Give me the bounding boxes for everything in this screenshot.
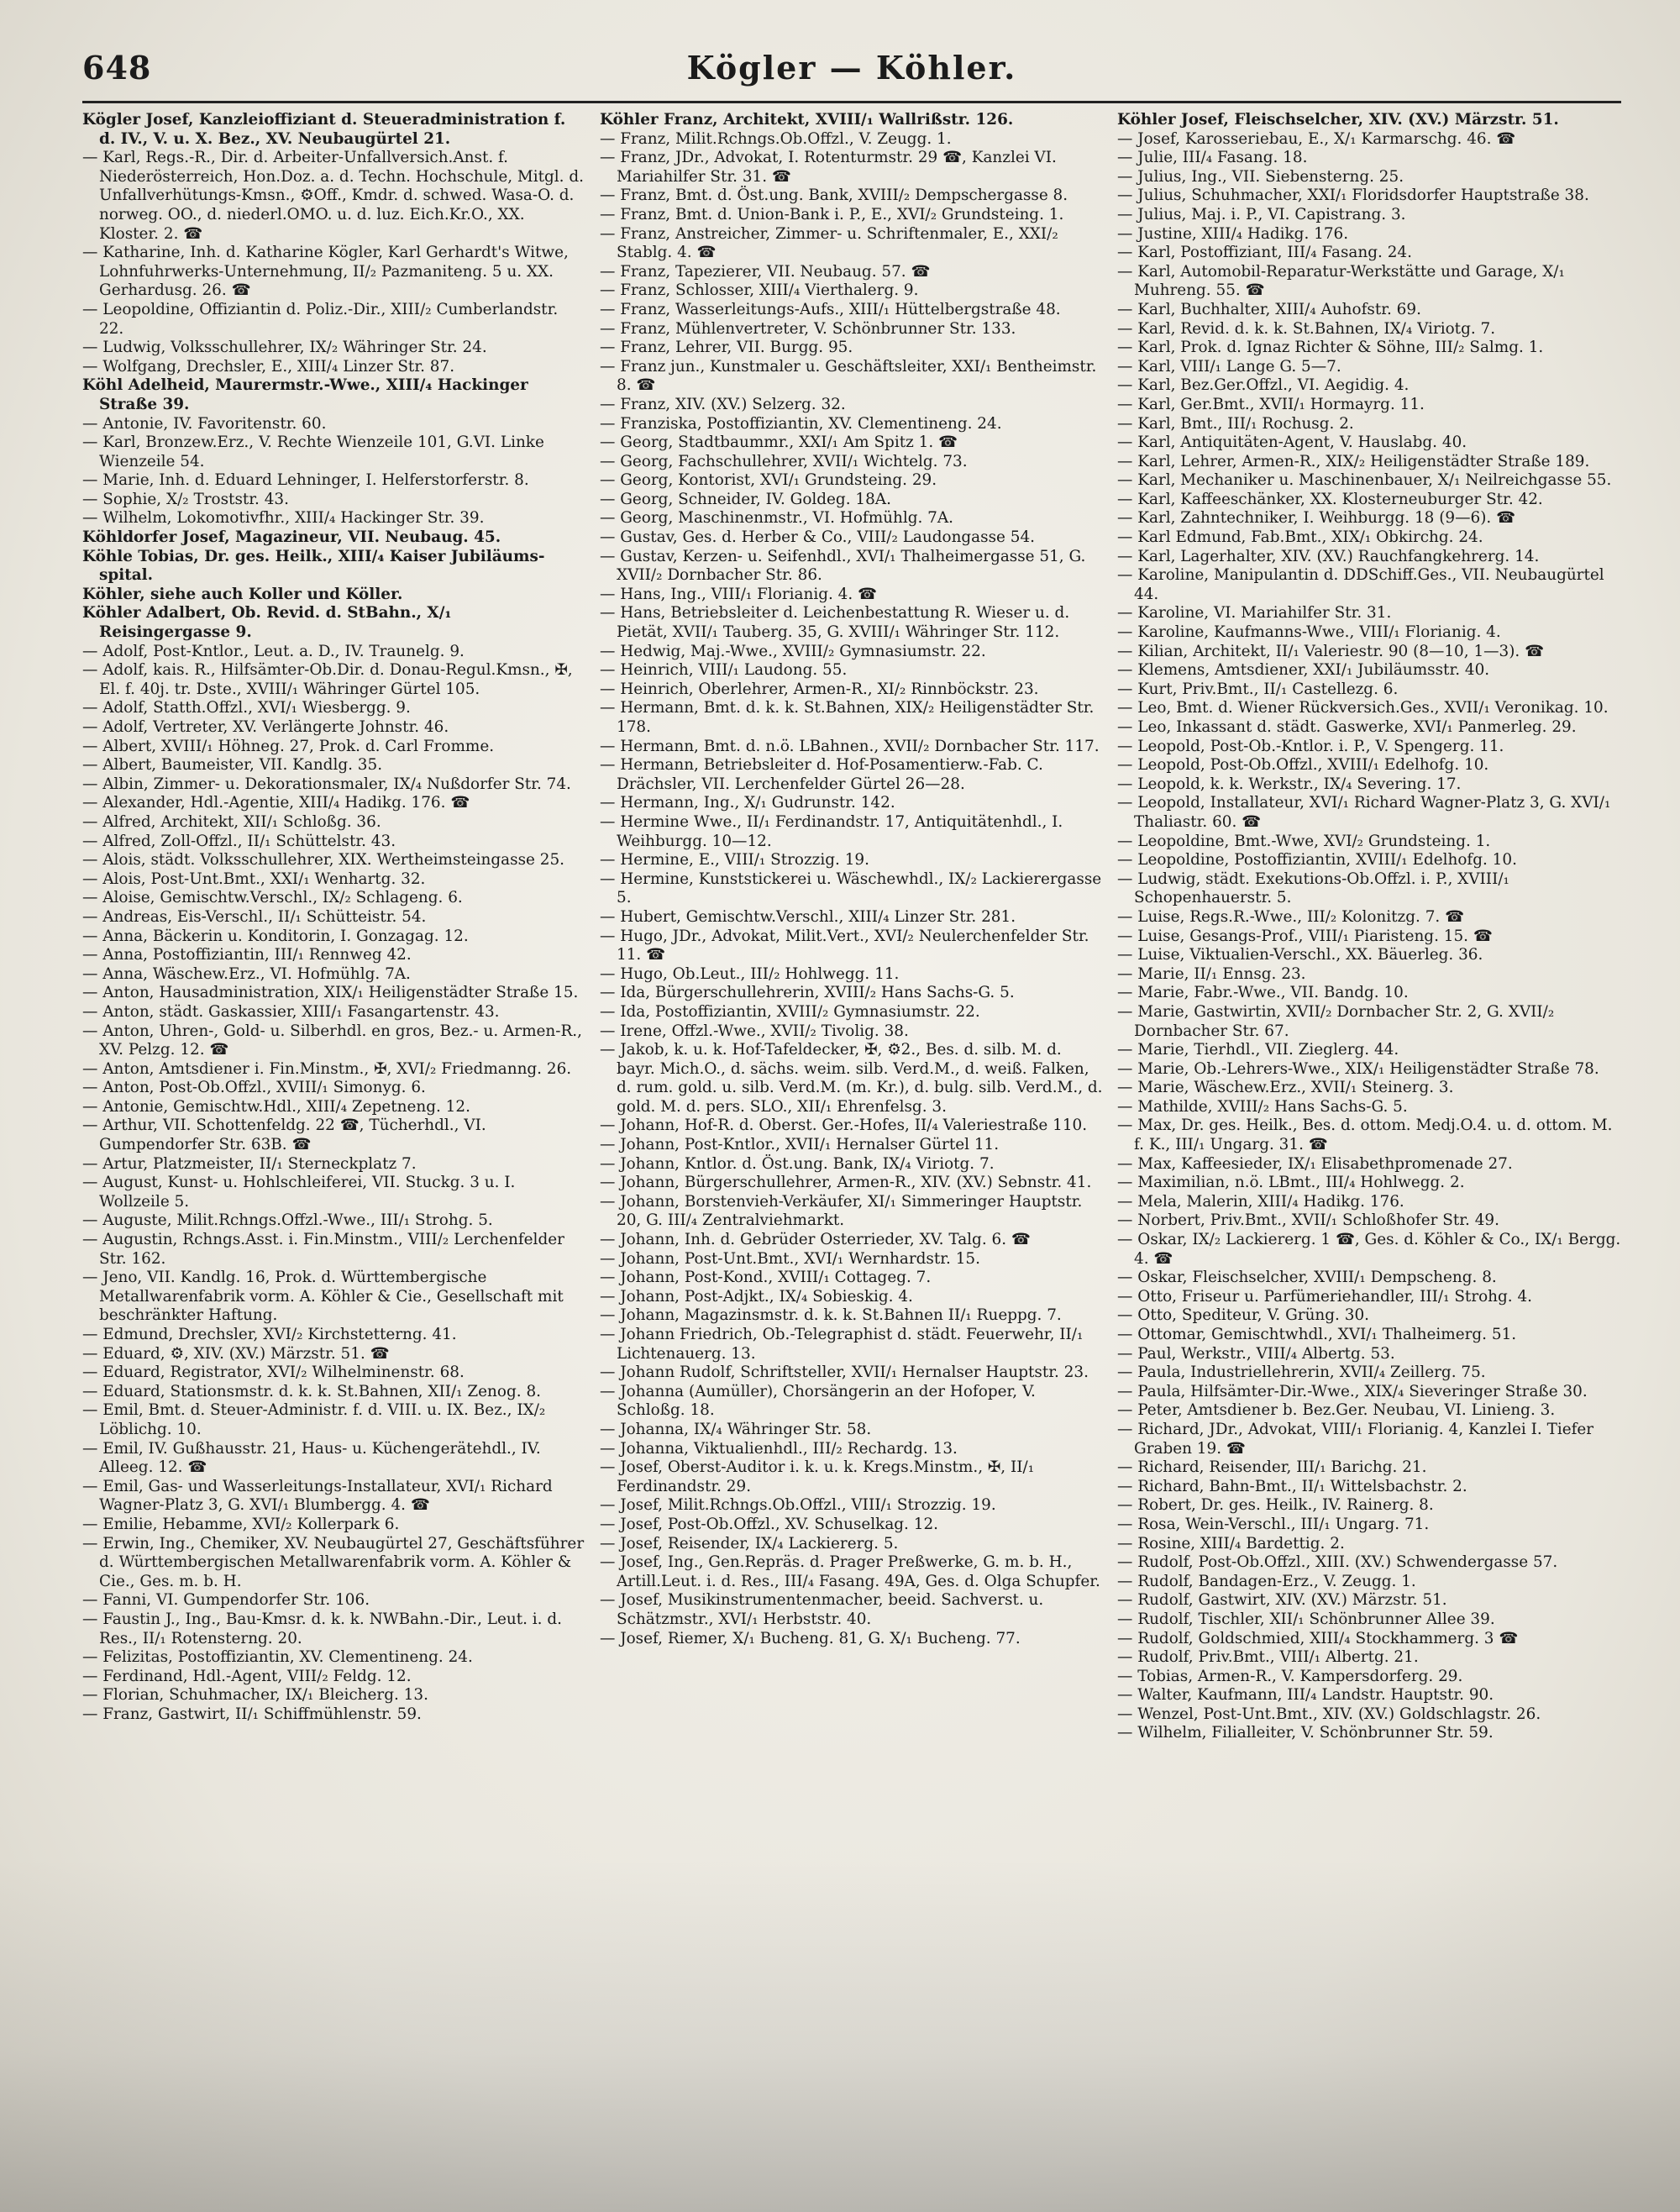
- directory-entry: — Leopoldine, Offiziantin d. Poliz.-Dir., XIII/₂ Cumberlandstr. 22.: [82, 300, 559, 338]
- directory-entry: — Franz, Anstreicher, Zimmer- u. Schriftenmaler, E., XXI/₂ Stablg. 4. ☎: [600, 224, 1058, 262]
- directory-entry: — Hans, Betriebsleiter d. Leichenbestattung R. Wieser u. d. Pietät, XVII/₁ Tauberg. 35, G. XVIII/₁ Währinger Str. 112.: [600, 604, 1070, 642]
- directory-entry: — Josef, Post-Ob.Offzl., XV. Schuselkag. 12.: [600, 1515, 938, 1533]
- header-rule: [82, 101, 1621, 103]
- directory-entry: — Antonie, Gemischtw.Hdl., XIII/₄ Zepetneng. 12.: [82, 1097, 470, 1116]
- directory-entry: — Karl, Revid. d. k. k. St.Bahnen, IX/₄ Viriotg. 7.: [1117, 319, 1496, 338]
- directory-entry: — Johann, Post-Kond., XVIII/₁ Cottageg. 7.: [600, 1269, 932, 1287]
- directory-entry: — Hermine, Kunststickerei u. Wäschewhdl., IX/₂ Lackierergasse 5.: [600, 870, 1102, 907]
- directory-entry: — Leopold, Post-Ob.Offzl., XVIII/₁ Edelhofg. 10.: [1117, 756, 1489, 775]
- directory-entry: — Franz, Milit.Rchngs.Ob.Offzl., V. Zeugg. 1.: [600, 129, 952, 148]
- directory-entry: Kögler Josef, Kanzleioffiziant d. Steueradministration f. d. IV., V. u. X. Bez., XV. Neubaugürtel 21.: [82, 111, 566, 148]
- column-3: [1117, 111, 1621, 2186]
- directory-entry: — Josef, Milit.Rchngs.Ob.Offzl., VIII/₁ Strozzig. 19.: [600, 1496, 996, 1515]
- directory-entry: Köhle Tobias, Dr. ges. Heilk., XIII/₄ Kaiser Jubiläums-spital.: [82, 547, 545, 585]
- directory-entry: — Julius, Maj. i. P., VI. Capistrang. 3.: [1117, 205, 1406, 223]
- directory-entry: — Johanna (Aumüller), Chorsängerin an der Hofoper, V. Schloßg. 18.: [600, 1382, 1036, 1420]
- directory-entry: — Marie, Ob.-Lehrers-Wwe., XIX/₁ Heiligenstädter Straße 78.: [1117, 1059, 1599, 1078]
- directory-entry: — Franz, Schlosser, XIII/₄ Vierthalerg. 9.: [600, 281, 919, 300]
- directory-entry: — Faustin J., Ing., Bau-Kmsr. d. k. k. NWBahn.-Dir., Leut. i. d. Res., II/₁ Rotensterng. 20.: [82, 1610, 562, 1647]
- directory-entry: — Adolf, Vertreter, XV. Verlängerte Johnstr. 46.: [82, 718, 449, 736]
- directory-entry: — Johanna, Viktualienhdl., III/₂ Rechardg. 13.: [600, 1439, 958, 1458]
- column-1: [82, 111, 586, 2186]
- directory-entry: — Adolf, Post-Kntlor., Leut. a. D., IV. Traunelg. 9.: [82, 642, 465, 660]
- directory-entry: — Leopold, Installateur, XVI/₁ Richard Wagner-Platz 3, G. XVI/₁ Thaliastr. 60. ☎: [1117, 794, 1611, 831]
- directory-entry: — Hugo, Ob.Leut., III/₂ Hohlwegg. 11.: [600, 964, 900, 983]
- directory-entry: — Rudolf, Goldschmied, XIII/₄ Stockhammerg. 3 ☎: [1117, 1629, 1519, 1647]
- directory-entry: — Anton, Amtsdiener i. Fin.Minstm., ✠, XVI/₂ Friedmanng. 26.: [82, 1059, 572, 1078]
- directory-entry: — Johann, Magazinsmstr. d. k. k. St.Bahnen II/₁ Rueppg. 7.: [600, 1306, 1062, 1325]
- directory-entry: — Richard, JDr., Advokat, VIII/₁ Florianig. 4, Kanzlei I. Tiefer Graben 19. ☎: [1117, 1420, 1594, 1458]
- directory-entry: Köhler Josef, Fleischselcher, XIV. (XV.) Märzstr. 51.: [1117, 111, 1559, 129]
- directory-entry: — Karoline, Manipulantin d. DDSchiff.Ges., VII. Neubaugürtel 44.: [1117, 566, 1604, 603]
- directory-entry: — Leopoldine, Bmt.-Wwe, XVI/₂ Grundsteing. 1.: [1117, 832, 1491, 850]
- directory-entry: — Wolfgang, Drechsler, E., XIII/₄ Linzer Str. 87.: [82, 357, 455, 376]
- directory-entry: — Hermine, E., VIII/₁ Strozzig. 19.: [600, 851, 869, 870]
- directory-entry: — Max, Kaffeesieder, IX/₁ Elisabethpromenade 27.: [1117, 1154, 1513, 1173]
- directory-entry: — Johanna, IX/₄ Währinger Str. 58.: [600, 1420, 872, 1438]
- directory-entry: — Hermann, Bmt. d. k. k. St.Bahnen, XIX/₂ Heiligenstädter Str. 178.: [600, 699, 1095, 736]
- directory-entry: — Arthur, VII. Schottenfeldg. 22 ☎, Tücherhdl., VI. Gumpendorfer Str. 63B. ☎: [82, 1117, 486, 1154]
- directory-entry: — Heinrich, Oberlehrer, Armen-R., XI/₂ Rinnböckstr. 23.: [600, 680, 1039, 698]
- directory-entry: — Franz, Lehrer, VII. Burgg. 95.: [600, 339, 853, 357]
- directory-entry: — Felizitas, Postoffiziantin, XV. Clementineng. 24.: [82, 1648, 473, 1667]
- directory-entry: — Franz, JDr., Advokat, I. Rotenturmstr. 29 ☎, Kanzlei VI. Mariahilfer Str. 31. ☎: [600, 149, 1057, 186]
- directory-entry: — Sophie, X/₂ Troststr. 43.: [82, 490, 289, 508]
- directory-entry: — Paula, Hilfsämter-Dir.-Wwe., XIX/₄ Sieveringer Straße 30.: [1117, 1382, 1588, 1400]
- directory-entry: — Leopold, Post-Ob.-Kntlor. i. P., V. Spengerg. 11.: [1117, 737, 1504, 755]
- directory-entry: — Rudolf, Post-Ob.Offzl., XIII. (XV.) Schwendergasse 57.: [1117, 1553, 1558, 1572]
- directory-entry: — Alois, Post-Unt.Bmt., XXI/₁ Wenhartg. 32.: [82, 870, 426, 888]
- directory-entry: — Karl, Antiquitäten-Agent, V. Hauslabg. 40.: [1117, 433, 1467, 452]
- directory-entry: — Walter, Kaufmann, III/₄ Landstr. Hauptstr. 90.: [1117, 1686, 1494, 1705]
- directory-entry: — Rudolf, Gastwirt, XIV. (XV.) Märzstr. 51.: [1117, 1591, 1447, 1610]
- directory-entry: — Ida, Bürgerschullehrerin, XVIII/₂ Hans Sachs-G. 5.: [600, 984, 1015, 1002]
- directory-entry: — Rosine, XIII/₄ Bardettig. 2.: [1117, 1534, 1345, 1553]
- directory-entry: — Rosa, Wein-Verschl., III/₁ Ungarg. 71.: [1117, 1515, 1430, 1533]
- directory-entry: — Irene, Offzl.-Wwe., XVII/₂ Tivolig. 38.: [600, 1022, 909, 1040]
- directory-entry: — Rudolf, Tischler, XII/₁ Schönbrunner Allee 39.: [1117, 1610, 1495, 1628]
- directory-entry: — Karl, Bronzew.Erz., V. Rechte Wienzeile 101, G.VI. Linke Wienzeile 54.: [82, 433, 544, 470]
- directory-entry: — Maximilian, n.ö. LBmt., III/₄ Hohlwegg. 2.: [1117, 1174, 1465, 1192]
- directory-entry: — Fanni, VI. Gumpendorfer Str. 106.: [82, 1591, 370, 1610]
- directory-entry: — Andreas, Eis-Verschl., II/₁ Schütteistr. 54.: [82, 907, 427, 926]
- directory-entry: — Mela, Malerin, XIII/₄ Hadikg. 176.: [1117, 1192, 1404, 1211]
- directory-entry: — Auguste, Milit.Rchngs.Offzl.-Wwe., III/₁ Strohg. 5.: [82, 1211, 493, 1230]
- directory-entry: — Katharine, Inh. d. Katharine Kögler, Karl Gerhardt's Witwe, Lohnfuhrwerks-Unternehmung, II/₂ Pazmaniteng. 5 u. XX. Gerhardusg. 26. ☎: [82, 244, 569, 300]
- directory-entry: — Marie, Fabr.-Wwe., VII. Bandg. 10.: [1117, 984, 1409, 1002]
- directory-entry: — Anton, Post-Ob.Offzl., XVIII/₁ Simonyg. 6.: [82, 1079, 426, 1097]
- directory-entry: — Franz, Bmt. d. Union-Bank i. P., E., XVI/₂ Grundsteing. 1.: [600, 205, 1064, 223]
- directory-entry: — Ottomar, Gemischtwhdl., XVI/₁ Thalheimerg. 51.: [1117, 1326, 1517, 1343]
- directory-entry: — Hermine Wwe., II/₁ Ferdinandstr. 17, Antiquitätenhdl., I. Weihburgg. 10—12.: [600, 812, 1063, 850]
- directory-entry: — Emilie, Hebamme, XVI/₂ Kollerpark 6.: [82, 1515, 400, 1533]
- directory-entry: — Adolf, Statth.Offzl., XVI/₁ Wiesbergg. 9.: [82, 699, 411, 717]
- column-2: [600, 111, 1104, 2186]
- directory-entry: — Marie, II/₁ Ennsg. 23.: [1117, 964, 1306, 983]
- running-head: Kögler — Köhler.: [686, 49, 1017, 87]
- directory-entry: — Wenzel, Post-Unt.Bmt., XIV. (XV.) Goldschlagstr. 26.: [1117, 1705, 1541, 1723]
- directory-entry: — Johann, Post-Kntlor., XVII/₁ Hernalser Gürtel 11.: [600, 1136, 1000, 1154]
- directory-entry: — Ludwig, städt. Exekutions-Ob.Offzl. i. P., XVIII/₁ Schopenhauerstr. 5.: [1117, 870, 1509, 907]
- directory-entry: — Franz, Bmt. d. Öst.ung. Bank, XVIII/₂ Dempschergasse 8.: [600, 187, 1068, 205]
- directory-entry: — Rudolf, Bandagen-Erz., V. Zeugg. 1.: [1117, 1572, 1416, 1590]
- directory-entry: — Georg, Kontorist, XVI/₁ Grundsteing. 29.: [600, 471, 937, 490]
- directory-entry: — Karl, Bez.Ger.Offzl., VI. Aegidig. 4.: [1117, 376, 1410, 395]
- directory-entry: — Marie, Gastwirtin, XVII/₂ Dornbacher Str. 2, G. XVII/₂ Dornbacher Str. 67.: [1117, 1002, 1555, 1040]
- directory-entry: — Alois, städt. Volksschullehrer, XIX. Wertheimsteingasse 25.: [82, 851, 564, 870]
- directory-entry: — Josef, Riemer, X/₁ Bucheng. 81, G. X/₁ Bucheng. 77.: [600, 1629, 1021, 1647]
- directory-entry: Köhler Adalbert, Ob. Revid. d. StBahn., X/₁ Reisingergasse 9.: [82, 604, 452, 642]
- directory-entry: — Karoline, VI. Mariahilfer Str. 31.: [1117, 604, 1392, 623]
- directory-entry: — Johann, Kntlor. d. Öst.ung. Bank, IX/₄ Viriotg. 7.: [600, 1154, 995, 1173]
- directory-entry: — Kilian, Architekt, II/₁ Valeriestr. 90 (8—10, 1—3). ☎: [1117, 642, 1545, 660]
- directory-entry: — Anton, Uhren-, Gold- u. Silberhdl. en gros, Bez.- u. Armen-R., XV. Pelzg. 12. ☎: [82, 1022, 583, 1059]
- directory-entry: — Anna, Postoffiziantin, III/₁ Rennweg 42.: [82, 946, 412, 964]
- directory-entry: — Justine, XIII/₄ Hadikg. 176.: [1117, 224, 1349, 243]
- directory-entry: — Karl, Kaffeeschänker, XX. Klosterneuburger Str. 42.: [1117, 490, 1543, 508]
- directory-entry: — Franz, XIV. (XV.) Selzerg. 32.: [600, 395, 846, 413]
- directory-entry: — Leopold, k. k. Werkstr., IX/₄ Severing. 17.: [1117, 775, 1462, 793]
- directory-entry: — Florian, Schuhmacher, IX/₁ Bleicherg. 13.: [82, 1686, 428, 1705]
- directory-entry: — Ida, Postoffiziantin, XVIII/₂ Gymnasiumstr. 22.: [600, 1002, 980, 1021]
- directory-entry: — Karoline, Kaufmanns-Wwe., VIII/₁ Florianig. 4.: [1117, 623, 1501, 642]
- directory-entry: — Leo, Bmt. d. Wiener Rückversich.Ges., XVII/₁ Veronikag. 10.: [1117, 699, 1609, 717]
- directory-entry: — Marie, Inh. d. Eduard Lehninger, I. Helferstorferstr. 8.: [82, 471, 529, 490]
- directory-entry: — Paula, Industriellehrerin, XVII/₄ Zeillerg. 75.: [1117, 1363, 1486, 1382]
- directory-entry: — Antonie, IV. Favoritenstr. 60.: [82, 414, 327, 433]
- directory-entry: — Johann, Bürgerschullehrer, Armen-R., XIV. (XV.) Sebnstr. 41.: [600, 1174, 1092, 1192]
- directory-entry: — Karl, Postoffiziant, III/₄ Fasang. 24.: [1117, 244, 1412, 262]
- directory-entry: — Johann, Post-Adjkt., IX/₄ Sobieskig. 4.: [600, 1287, 913, 1306]
- directory-entry: — Artur, Platzmeister, II/₁ Sterneckplatz 7.: [82, 1154, 417, 1173]
- directory-entry: Köhler Franz, Architekt, XVIII/₁ Wallrißstr. 126.: [600, 111, 1014, 129]
- directory-entry: — Karl, Lagerhalter, XIV. (XV.) Rauchfangkehrerg. 14.: [1117, 547, 1540, 565]
- directory-entry: — Georg, Fachschullehrer, XVII/₁ Wichtelg. 73.: [600, 452, 968, 470]
- directory-entry: Köhler, siehe auch Koller und Köller.: [82, 585, 403, 603]
- directory-entry: — Franz, Wasserleitungs-Aufs., XIII/₁ Hüttelbergstraße 48.: [600, 300, 1061, 318]
- directory-entry: — Gustav, Ges. d. Herber & Co., VIII/₂ Laudongasse 54.: [600, 528, 1035, 547]
- directory-entry: — Wilhelm, Filialleiter, V. Schönbrunner Str. 59.: [1117, 1724, 1494, 1742]
- directory-entry: — Karl, VIII/₁ Lange G. 5—7.: [1117, 357, 1341, 376]
- directory-entry: — Johann Friedrich, Ob.-Telegraphist d. städt. Feuerwehr, II/₁ Lichtenauerg. 13.: [600, 1326, 1084, 1363]
- directory-entry: — Edmund, Drechsler, XVI/₂ Kirchstetterng. 41.: [82, 1326, 457, 1343]
- directory-entry: — Albin, Zimmer- u. Dekorationsmaler, IX/₄ Nußdorfer Str. 74.: [82, 775, 571, 793]
- directory-entry: — Peter, Amtsdiener b. Bez.Ger. Neubau, VI. Linieng. 3.: [1117, 1401, 1556, 1420]
- directory-entry: — Hugo, JDr., Advokat, Milit.Vert., XVI/₂ Neulerchenfelder Str. 11. ☎: [600, 927, 1089, 964]
- directory-entry: — Hans, Ing., VIII/₁ Florianig. 4. ☎: [600, 585, 877, 603]
- page-number: 648: [82, 49, 152, 87]
- directory-entry: — Hermann, Ing., X/₁ Gudrunstr. 142.: [600, 794, 895, 812]
- directory-entry: — Otto, Friseur u. Parfümeriehandler, III/₁ Strohg. 4.: [1117, 1287, 1533, 1306]
- directory-entry: — Rudolf, Priv.Bmt., VIII/₁ Albertg. 21.: [1117, 1648, 1419, 1667]
- directory-entry: — Eduard, Stationsmstr. d. k. k. St.Bahnen, XII/₁ Zenog. 8.: [82, 1382, 541, 1400]
- directory-entry: — Eduard, ⚙, XIV. (XV.) Märzstr. 51. ☎: [82, 1344, 390, 1363]
- directory-entry: — Josef, Karosseriebau, E., X/₁ Karmarschg. 46. ☎: [1117, 129, 1516, 148]
- directory-entry: — Alfred, Architekt, XII/₁ Schloßg. 36.: [82, 812, 381, 831]
- directory-entry: — Karl, Lehrer, Armen-R., XIX/₂ Heiligenstädter Straße 189.: [1117, 452, 1590, 470]
- directory-entry: — Luise, Viktualien-Verschl., XX. Bäuerleg. 36.: [1117, 946, 1483, 964]
- directory-entry: — Emil, IV. Gußhausstr. 21, Haus- u. Küchengerätehdl., IV. Alleeg. 12. ☎: [82, 1439, 541, 1477]
- directory-entry: — Johann, Post-Unt.Bmt., XVI/₁ Wernhardstr. 15.: [600, 1249, 980, 1268]
- directory-entry: — Emil, Gas- und Wasserleitungs-Installateur, XVI/₁ Richard Wagner-Platz 3, G. XVI/₁ Blumbergg. 4. ☎: [82, 1477, 553, 1515]
- directory-entry: — Karl, Automobil-Reparatur-Werkstätte und Garage, X/₁ Muhreng. 55. ☎: [1117, 262, 1565, 300]
- directory-entry: — Karl Edmund, Fab.Bmt., XIX/₁ Obkirchg. 24.: [1117, 528, 1483, 547]
- directory-entry: — Marie, Tierhdl., VII. Zieglerg. 44.: [1117, 1041, 1399, 1059]
- directory-entry: — Max, Dr. ges. Heilk., Bes. d. ottom. Medj.O.4. u. d. ottom. M. f. K., III/₁ Ungarg. 31. ☎: [1117, 1117, 1613, 1154]
- directory-entry: — Oskar, IX/₂ Lackiererg. 1 ☎, Ges. d. Köhler & Co., IX/₁ Bergg. 4. ☎: [1117, 1231, 1621, 1268]
- directory-entry: — Georg, Maschinenmstr., VI. Hofmühlg. 7A.: [600, 509, 953, 528]
- directory-entry: — Richard, Reisender, III/₁ Barichg. 21.: [1117, 1458, 1427, 1477]
- directory-entry: — Karl, Zahntechniker, I. Weihburgg. 18 (9—6). ☎: [1117, 509, 1515, 528]
- directory-entry: — Franz, Tapezierer, VII. Neubaug. 57. ☎: [600, 262, 931, 281]
- directory-entry: — Paul, Werkstr., VIII/₄ Albertg. 53.: [1117, 1344, 1395, 1363]
- directory-entry: — Karl, Prok. d. Ignaz Richter & Söhne, III/₂ Salmg. 1.: [1117, 339, 1544, 357]
- directory-entry: — Hermann, Bmt. d. n.ö. LBahnen., XVII/₂ Dornbacher Str. 117.: [600, 737, 1100, 755]
- directory-entry: — Julius, Schuhmacher, XXI/₁ Floridsdorfer Hauptstraße 38.: [1117, 187, 1589, 205]
- directory-entry: — Anna, Bäckerin u. Konditorin, I. Gonzagag. 12.: [82, 927, 469, 945]
- directory-entry: — Johann, Inh. d. Gebrüder Osterrieder, XV. Talg. 6. ☎: [600, 1231, 1031, 1249]
- directory-entry: — Eduard, Registrator, XVI/₂ Wilhelminenstr. 68.: [82, 1363, 465, 1382]
- directory-entry: — Karl, Mechaniker u. Maschinenbauer, X/₁ Neilreichgasse 55.: [1117, 471, 1612, 490]
- directory-entry: — Otto, Spediteur, V. Grüng. 30.: [1117, 1306, 1369, 1325]
- directory-entry: — Karl, Regs.-R., Dir. d. Arbeiter-Unfallversich.Anst. f. Niederösterreich, Hon.Doz. a. d. Techn. Hochschule, Mitgl. d. Unfallverhütungs-Kmsn., ⚙Off., Kmdr. d. schwed. Wasa-O. d. norweg. OO., d. niederl.OMO. u. d. luz. Eich.Kr.O., XX. Kloster. 2. ☎: [82, 149, 584, 243]
- directory-entry: — Alfred, Zoll-Offzl., II/₁ Schüttelstr. 43.: [82, 832, 396, 850]
- directory-entry: — Wilhelm, Lokomotivfhr., XIII/₄ Hackinger Str. 39.: [82, 509, 485, 528]
- directory-entry: — Luise, Gesangs-Prof., VIII/₁ Piaristeng. 15. ☎: [1117, 927, 1493, 945]
- directory-entry: — Alexander, Hdl.-Agentie, XIII/₄ Hadikg. 176. ☎: [82, 794, 470, 812]
- directory-entry: — Marie, Wäschew.Erz., XVII/₁ Steinerg. 3.: [1117, 1079, 1454, 1097]
- directory-entry: — Emil, Bmt. d. Steuer-Administr. f. d. VIII. u. IX. Bez., IX/₂ Löblichg. 10.: [82, 1401, 546, 1438]
- directory-entry: — Julie, III/₄ Fasang. 18.: [1117, 149, 1308, 167]
- directory-columns: [82, 111, 1621, 2186]
- directory-entry: — Josef, Ing., Gen.Repräs. d. Prager Preßwerke, G. m. b. H., Artill.Leut. i. d. Res., III/₄ Fasang. 49A, Ges. d. Olga Schupfer.: [600, 1553, 1100, 1590]
- directory-entry: — Gustav, Kerzen- u. Seifenhdl., XVI/₁ Thalheimergasse 51, G. XVII/₂ Dornbacher Str. 86.: [600, 547, 1086, 585]
- directory-entry: — Hermann, Betriebsleiter d. Hof-Posamentierw.-Fab. C. Drächsler, VII. Lerchenfelder Gürtel 26—28.: [600, 756, 1043, 793]
- directory-entry: — Josef, Musikinstrumentenmacher, beeid. Sachverst. u. Schätzmstr., XVI/₁ Herbststr. 40.: [600, 1591, 1044, 1628]
- directory-entry: — Tobias, Armen-R., V. Kampersdorferg. 29.: [1117, 1667, 1463, 1685]
- directory-entry: — Luise, Regs.R.-Wwe., III/₂ Kolonitzg. 7. ☎: [1117, 907, 1464, 926]
- directory-entry: — Josef, Oberst-Auditor i. k. u. k. Kregs.Minstm., ✠, II/₁ Ferdinandstr. 29.: [600, 1458, 1035, 1495]
- directory-entry: — August, Kunst- u. Hohlschleiferei, VII. Stuckg. 3 u. I. Wollzeile 5.: [82, 1174, 516, 1211]
- directory-entry: — Kurt, Priv.Bmt., II/₁ Castellezg. 6.: [1117, 680, 1399, 698]
- directory-entry: — Johann Rudolf, Schriftsteller, XVII/₁ Hernalser Hauptstr. 23.: [600, 1363, 1089, 1382]
- directory-entry: — Richard, Bahn-Bmt., II/₁ Wittelsbachstr. 2.: [1117, 1477, 1467, 1495]
- directory-entry: — Erwin, Ing., Chemiker, XV. Neubaugürtel 27, Geschäftsführer d. Württembergischen Metallwarenfabrik vorm. A. Köhler & Cie., Ges. m. b. H.: [82, 1534, 585, 1590]
- directory-entry: — Julius, Ing., VII. Siebensterng. 25.: [1117, 167, 1404, 186]
- directory-entry: — Anton, städt. Gaskassier, XIII/₁ Fasangartenstr. 43.: [82, 1002, 500, 1021]
- directory-entry: — Karl, Buchhalter, XIII/₄ Auhofstr. 69.: [1117, 300, 1421, 318]
- directory-entry: — Adolf, kais. R., Hilfsämter-Ob.Dir. d. Donau-Regul.Kmsn., ✠, El. f. 40j. tr. Dste., XVIII/₁ Währinger Gürtel 105.: [82, 661, 573, 698]
- directory-entry: — Georg, Schneider, IV. Goldeg. 18A.: [600, 490, 891, 508]
- directory-entry: — Klemens, Amtsdiener, XXI/₁ Jubiläumsstr. 40.: [1117, 661, 1490, 680]
- directory-entry: — Leopoldine, Postoffiziantin, XVIII/₁ Edelhofg. 10.: [1117, 851, 1517, 870]
- directory-entry: — Norbert, Priv.Bmt., XVII/₁ Schloßhofer Str. 49.: [1117, 1211, 1499, 1230]
- directory-entry: — Franziska, Postoffiziantin, XV. Clementineng. 24.: [600, 414, 1002, 433]
- directory-entry: — Hubert, Gemischtw.Verschl., XIII/₄ Linzer Str. 281.: [600, 907, 1016, 926]
- page-header: [82, 49, 1621, 96]
- directory-entry: — Hedwig, Maj.-Wwe., XVIII/₂ Gymnasiumstr. 22.: [600, 642, 986, 660]
- directory-entry: — Karl, Ger.Bmt., XVII/₁ Hormayrg. 11.: [1117, 395, 1425, 413]
- directory-entry: — Johann, Hof-R. d. Oberst. Ger.-Hofes, II/₄ Valeriestraße 110.: [600, 1117, 1088, 1135]
- directory-entry: — Franz jun., Kunstmaler u. Geschäftsleiter, XXI/₁ Bentheimstr. 8. ☎: [600, 357, 1097, 395]
- directory-entry: — Robert, Dr. ges. Heilk., IV. Rainerg. 8.: [1117, 1496, 1434, 1515]
- directory-entry: — Jakob, k. u. k. Hof-Tafeldecker, ✠, ⚙2., Bes. d. silb. M. d. bayr. Mich.O., d. sächs. weim. silb. Verd.M., d. weiß. Falken, d. rum. gold. u. silb. Verd.M. (m. Kr.), d. bulg. silb. Verd.M., d. gold. M. d. pers. SLO., XII/₁ Ehrenfelsg. 3.: [600, 1041, 1103, 1116]
- directory-entry: — Albert, Baumeister, VII. Kandlg. 35.: [82, 756, 383, 775]
- directory-entry: — Karl, Bmt., III/₁ Rochusg. 2.: [1117, 414, 1354, 433]
- directory-entry: — Anton, Hausadministration, XIX/₁ Heiligenstädter Straße 15.: [82, 984, 579, 1002]
- directory-entry: — Oskar, Fleischselcher, XVIII/₁ Dempscheng. 8.: [1117, 1269, 1497, 1287]
- directory-entry: — Jeno, VII. Kandlg. 16, Prok. d. Württembergische Metallwarenfabrik vorm. A. Köhler & Cie., Gesellschaft mit beschränkter Haftung.: [82, 1269, 564, 1325]
- directory-entry: — Mathilde, XVIII/₂ Hans Sachs-G. 5.: [1117, 1097, 1408, 1116]
- directory-entry: — Franz, Mühlenvertreter, V. Schönbrunner Str. 133.: [600, 319, 1016, 338]
- directory-entry: — Augustin, Rchngs.Asst. i. Fin.Minstm., VIII/₂ Lerchenfelder Str. 162.: [82, 1231, 564, 1268]
- directory-entry: — Josef, Reisender, IX/₄ Lackiererg. 5.: [600, 1534, 899, 1553]
- directory-entry: — Leo, Inkassant d. städt. Gaswerke, XVI/₁ Panmerleg. 29.: [1117, 718, 1577, 736]
- directory-entry: — Johann, Borstenvieh-Verkäufer, XI/₁ Simmeringer Hauptstr. 20, G. III/₄ Zentralviehmarkt.: [600, 1192, 1083, 1230]
- directory-entry: — Aloise, Gemischtw.Verschl., IX/₂ Schlageng. 6.: [82, 889, 463, 907]
- directory-entry: — Albert, XVIII/₁ Höhneg. 27, Prok. d. Carl Fromme.: [82, 737, 495, 755]
- directory-entry: — Ludwig, Volksschullehrer, IX/₂ Währinger Str. 24.: [82, 339, 487, 357]
- directory-entry: — Franz, Gastwirt, II/₁ Schiffmühlenstr. 59.: [82, 1705, 422, 1723]
- directory-entry: Köhl Adelheid, Maurermstr.-Wwe., XIII/₄ Hackinger Straße 39.: [82, 376, 528, 413]
- directory-entry: Köhldorfer Josef, Magazineur, VII. Neubaug. 45.: [82, 528, 501, 547]
- directory-entry: — Georg, Stadtbaummr., XXI/₁ Am Spitz 1. ☎: [600, 433, 958, 452]
- directory-entry: — Anna, Wäschew.Erz., VI. Hofmühlg. 7A.: [82, 964, 411, 983]
- directory-entry: — Heinrich, VIII/₁ Laudong. 55.: [600, 661, 848, 680]
- directory-entry: — Ferdinand, Hdl.-Agent, VIII/₂ Feldg. 12.: [82, 1667, 412, 1685]
